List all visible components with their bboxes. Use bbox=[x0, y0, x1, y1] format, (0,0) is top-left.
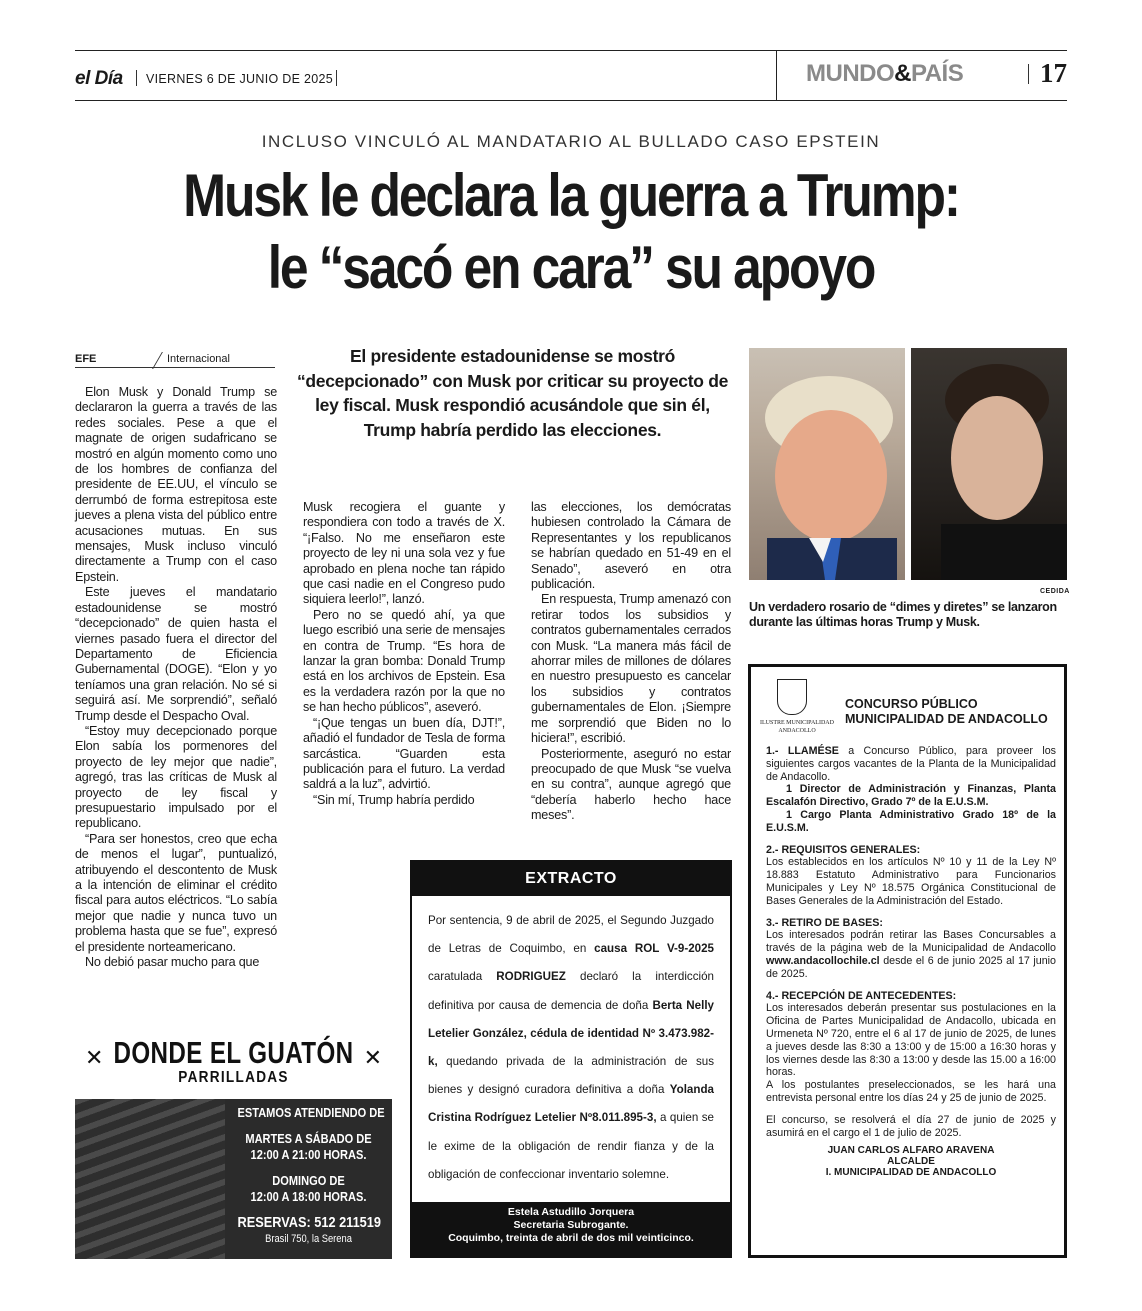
headline-line-1: Musk le declara la guerra a Trump: bbox=[183, 162, 959, 229]
photo-caption: Un verdadero rosario de “dimes y diretes” se lanzaron durante las últimas horas Trump y Musk. bbox=[749, 600, 1057, 629]
header-bottom-rule bbox=[75, 100, 1067, 101]
article-category: Internacional bbox=[167, 353, 230, 365]
byline-slash bbox=[152, 352, 163, 369]
crest-label: ILUSTRE MUNICIPALIDAD ANDACOLLO bbox=[760, 720, 834, 734]
newspaper-logo: el Día bbox=[75, 68, 123, 89]
headline-line-2: le “sacó en cara” su apoyo bbox=[267, 234, 875, 301]
page-number: 17 bbox=[1040, 58, 1067, 88]
public-tender-notice bbox=[748, 664, 1067, 1258]
paragraph: Posteriormente, aseguró no estar preocupado de que Musk “se vuelva en su contra”, aunque agregó que “debería haberlo hecho hace meses”. bbox=[531, 746, 731, 823]
portrait-illustration bbox=[749, 348, 905, 580]
paragraph: las elecciones, los demócratas hubiesen controlado la Cámara de Representantes y los republicanos se habrían quedado en 51-49 en el Senado”, aseveró en otra publicación. bbox=[531, 500, 731, 592]
paragraph: “Estoy muy decepcionado porque Elon sabía los pormenores del proyecto de ley mejor que nadie”, agregó, tras las críticas de Musk al proyecto de ley fiscal y presupuestario impulsado por el republicano. bbox=[75, 723, 277, 831]
article-column-1 bbox=[75, 385, 277, 970]
paragraph: “Para ser honestos, creo que echa de menos el lugar”, puntualizó, atribuyendo el descontento de Musk a la intención de eliminar el crédito fiscal para autos eléctricos. “Lo sabía mejor que nadie y nunca tuvo un problema hasta que se fue”, expresó el presidente norteamericano. bbox=[75, 831, 277, 954]
header-top-rule bbox=[75, 50, 1067, 51]
ad-brand: DONDE EL GUATÓN bbox=[113, 1035, 354, 1070]
municipal-crest-icon bbox=[777, 679, 807, 715]
extracto-title: EXTRACTO bbox=[525, 870, 617, 887]
legal-notice-extracto bbox=[410, 860, 732, 1258]
grilled-meat-image bbox=[75, 1099, 225, 1259]
grill-tongs-icon: ✕ bbox=[363, 1045, 382, 1070]
ad-info: ESTAMOS ATENDIENDO DE MARTES A SÁBADO DE 12:00 A 21:00 HORAS. DOMINGO DE 12:00 A 18:00 HORAS. RESERVAS: 512 211519 Brasil 750, la Serena bbox=[237, 1105, 385, 1245]
paragraph: En respuesta, Trump amenazó con retirar todos los subsidios y contratos gubernamentales cerrados con Musk. “La manera más fácil de ahorrar miles de millones de dólares en nuestro presupuesto es cancelar los subsidios y contratos gubernamentales de Elon. ¡Siempre me sorprendió que Biden no lo hiciera!”, escribió. bbox=[531, 592, 731, 746]
photo-credit: CEDIDA bbox=[1040, 588, 1070, 595]
news-agency: EFE bbox=[75, 353, 97, 365]
paragraph: “¡Que tengas un buen día, DJT!”, añadió el fundador de Tesla de forma sarcástica. “Guarden esta publicación para el futuro. La verdad saldrá a la luz”, advirtió. bbox=[303, 715, 505, 792]
ad-banner bbox=[75, 1021, 392, 1099]
trump-portrait bbox=[749, 348, 905, 580]
article-headline bbox=[80, 160, 1062, 304]
extracto-body: Por sentencia, 9 de abril de 2025, el Segundo Juzgado de Letras de Coquimbo, en causa ROL V-9-2025 caratulada RODRIGUEZ declaró la interdicción definitiva por causa de demencia de doña Berta Nelly Letelier González, cédula de identidad Nº 3.473.982-k, quedando privada de la administración de sus bienes y designó curadora definitiva a doña Yolanda Cristina Rodríguez Letelier Nº8.011.895-3, a quien se le exime de la obligación de rendir fianza y de la obligación de confeccionar inventario solemne. bbox=[412, 896, 730, 1202]
article-column-2 bbox=[303, 500, 505, 808]
paragraph: Este jueves el mandatario estadounidense se mostró “decepcionado” de quien hasta el viernes pasado fuera el director del Departamento de Eficiencia Gubernamental (DOGE). “Elon y yo teníamos una gran relación. No sé si seguirá así. Me sorprendió”, señaló Trump desde el Despacho Oval. bbox=[75, 585, 277, 723]
article-photo bbox=[749, 348, 1067, 580]
byline bbox=[75, 350, 275, 368]
article-lede: El presidente estadounidense se mostró “decepcionado” con Musk por criticar su proyecto de ley fiscal. Musk respondió acusándole que sin él, Trump habría perdido las elecciones. bbox=[296, 346, 729, 440]
paragraph: Pero no se quedó ahí, ya que luego escribió una serie de mensajes en contra de Trump. “Es hora de lanzar la gran bomba: Donald Trump está en los archivos de Epstein. Esa es la verdadera razón por la que no se han hecho públicos”, aseveró. bbox=[303, 607, 505, 715]
issue-date: VIERNES 6 DE JUNIO DE 2025 bbox=[146, 72, 334, 86]
ad-subtitle: PARRILLADAS bbox=[178, 1069, 289, 1086]
paragraph: Musk recogiera el guante y respondiera con todo a través de X. “¡Falso. No me enseñaron este proyecto de ley ni una sola vez y fue aprobado en plena noche tan rápido que casi nadie en el Congreso pudo siquiera leerlo!”, lanzó. bbox=[303, 500, 505, 607]
musk-portrait bbox=[911, 348, 1067, 580]
paragraph: “Sin mí, Trump habría perdido bbox=[313, 792, 475, 807]
header-separator bbox=[1028, 64, 1029, 84]
section-box-rule bbox=[776, 50, 777, 100]
header-separator bbox=[136, 70, 137, 86]
tender-body: 1.- LLAMÉSE a Concurso Público, para proveer los siguientes cargos vacantes de la Planta de la Municipalidad de Andacollo. 1 Director de Administración y Finanzas, Planta Escalafón Directivo, Grado 7º de la E.U.S.M. 1 Cargo Planta Administrativo Grado 18º de la E.U.S.M. 2.- REQUISITOS GENERALES: Los establecidos en los artículos Nº 10 y 11 de la Ley Nº 18.883 Estatuto Administrativo para Funcionarios Municipales y Ley Nº 18.575 Orgánica Constitucional de Bases Generales de la Administración del Estado. 3.- RETIRO DE BASES: Los interesados podrán retirar las Bases Concursables a través de la página web de la Municipalidad de Andacollo www.andacollochile.cl desde el 6 de junio 2025 al 17 junio de 2025. 4.- RECEPCIÓN DE ANTECEDENTES: Los interesados deberán presentar sus postulaciones en la Oficina de Partes Municipalidad de Andacollo, ubicada en Urmeneta Nº 720, entre el 6 al 17 de junio de 2025, de lunes a jueves desde las 8:30 a 13:00 y de 15:00 a 16:30 horas y los viernes desde las 8:30 a 13:00 y desde las 15.00 a 16:00 horas. A los postulantes preseleccionados, se les hará una entrevista personal entre los días 24 y 25 de junio de 2025. El concurso, se resolverá el día 27 de junio de 2025 y asumirá en el cargo el 1 de julio de 2025. JUAN CARLOS ALFARO ARAVENA ALCALDE I. MUNICIPALIDAD DE ANDACOLLO bbox=[766, 745, 1056, 1179]
grill-tongs-icon: ✕ bbox=[85, 1045, 104, 1070]
tender-title: CONCURSO PÚBLICO MUNICIPALIDAD DE ANDACOLLO bbox=[845, 697, 1048, 726]
paragraph: No debió pasar mucho para que bbox=[85, 955, 260, 970]
paragraph: Elon Musk y Donald Trump se declararon la guerra a través de las redes sociales. Pese a que el magnate de origen sudafricano se mostró en algún momento como uno de los hombres de confianza del presidente de EE.UU, el vínculo se derrumbó de forma estrepitosa este jueves a plena vista del público entre acusaciones mutuas. En sus mensajes, Musk incluso vinculó directamente a Trump con el caso Epstein. bbox=[75, 385, 277, 584]
header-separator bbox=[336, 70, 337, 86]
article-kicker: INCLUSO VINCULÓ AL MANDATARIO AL BULLADO CASO EPSTEIN bbox=[261, 132, 881, 151]
restaurant-advertisement bbox=[75, 1021, 392, 1259]
article-column-3 bbox=[531, 500, 731, 824]
section-name: MUNDO&PAÍS bbox=[806, 60, 964, 87]
portrait-illustration bbox=[911, 348, 1067, 580]
extracto-signature: Estela Astudillo Jorquera Secretaria Subrogante. Coquimbo, treinta de abril de dos mil veinticinco. bbox=[448, 1206, 694, 1244]
